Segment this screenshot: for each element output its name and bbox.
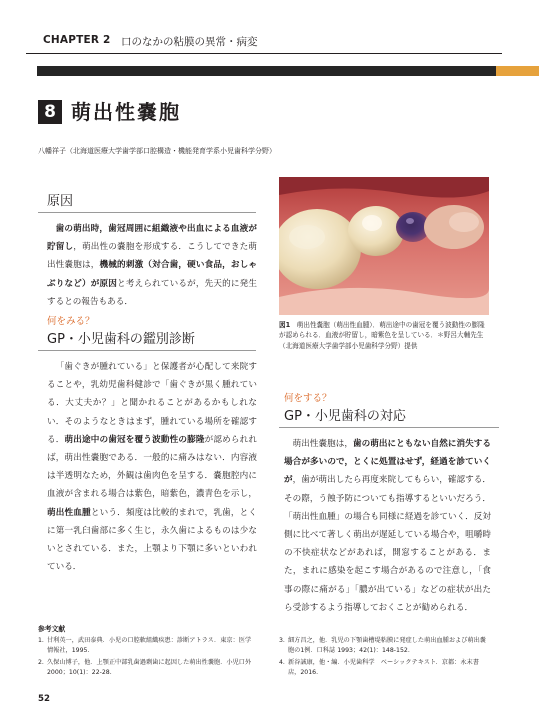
diagnosis-paragraph <box>47 358 257 576</box>
treatment-text-2: 歯の萌出にともない自然に消失する場合が多いので，とくに処置はせず，経過を診ていくが <box>284 439 491 486</box>
section-number: 8 <box>38 100 62 124</box>
cause-heading-rule <box>38 212 256 213</box>
reference-number: 1. <box>38 637 44 644</box>
section-divider-bar <box>37 66 502 76</box>
cause-text-4: と考えられているが，先天的に発生するとの報告もある． <box>47 278 257 307</box>
references-title: 参考文献 <box>38 625 66 633</box>
chapter-title: 口のなかの粘膜の異常・病変 <box>121 36 258 48</box>
cause-paragraph <box>47 220 257 311</box>
reference-text: 細方昌之，他．乳児の下顎歯槽堤粘膜に発症した萌出血腫および萌出嚢胞の1例．口科誌 1993；42(1)：148-152. <box>288 637 486 654</box>
section-title: 萌出性嚢胞 <box>71 100 181 124</box>
treatment-paragraph <box>284 435 491 617</box>
figure-label: 図1 <box>279 321 291 329</box>
reference-item <box>279 658 491 678</box>
chapter-tab <box>496 66 539 76</box>
reference-number: 2. <box>38 659 44 666</box>
diagnosis-heading-rule <box>38 350 256 351</box>
figure-caption <box>279 320 491 351</box>
reference-item <box>38 636 256 656</box>
reference-item <box>38 658 256 678</box>
author-line: 八幡祥子（北海道医療大学歯学部口腔構造・機能発育学系小児歯科学分野） <box>38 147 276 155</box>
cause-text-2: ，萌出性の嚢胞を形成する．こうしてできた萌出性嚢胞は， <box>47 242 257 271</box>
reference-text: 新谷誠康，他・編．小児歯科学 ベーシックテキスト．京都：永末書店，2016. <box>288 659 479 676</box>
cause-heading: 原因 <box>47 194 74 209</box>
chapter-label: CHAPTER 2 <box>43 34 111 46</box>
diagnosis-text-1: 「歯ぐきが腫れている」と保護者が心配して来院することや，乳幼児歯科健診で「歯ぐきが黒く腫れている．大丈夫か？」と聞かれることがあるかもしれない．そのようなときはまず，腫れている場所を確認する． <box>47 362 257 445</box>
reference-item <box>279 636 491 656</box>
reference-number: 3. <box>279 637 285 644</box>
cause-text-3: 機械的刺激（対合歯，硬い食品，おしゃぶりなど）が原因 <box>47 260 257 289</box>
diagnosis-kicker: 何をみる？ <box>47 316 95 327</box>
diagnosis-text-3: が認められれば，萌出性嚢胞である．一般的に痛みはない．内容液は半透明なため，外観は歯肉色を呈する．嚢胞腔内に血液が含まれる場合は紫色，暗紫色，濃青色を示し， <box>47 434 257 500</box>
treatment-text-3: ，歯が萌出したら再度来院してもらい，確認する．その際，う蝕予防についても指導するといいだろう．「萌出性血腫」の場合も同様に経過を診ていく．反対側に比べて著しく萌出が遅延している場合や，咀嚼時の不快症状などがあれば，開窓することがある．また，まれに感染を起こす場合があるので注意し，「食事の際に痛がる」「膿が出ている」などの症状が出たら受診するよう指導しておくことが勧められる． <box>284 475 491 613</box>
figure-caption-text: 萌出性嚢胞（萌出性血腫）．萌出途中の歯冠を覆う波動性の膨隆が認められる．血液が貯留し，暗紫色を呈している．＊野呂大輔先生（北海道医療大学歯学部小児歯科学分野）提供 <box>279 321 485 350</box>
treatment-heading: GP・小児歯科の対応 <box>284 409 406 424</box>
reference-text: 久保山博子，他．上顎正中部乳歯過剰歯に起因した萌出性嚢胞．小児口外 2000；10(1)：22-28. <box>47 659 252 676</box>
diagnosis-heading: GP・小児歯科の鑑別診断 <box>47 332 195 347</box>
eruption-cyst-photo <box>279 177 489 315</box>
reference-number: 4. <box>279 659 285 666</box>
treatment-kicker: 何をする？ <box>284 393 332 404</box>
chapter-header <box>26 24 502 54</box>
diagnosis-text-5: という．頻度は比較的まれで，乳歯，とくに第一乳臼歯部に多く生じ，永久歯によるものは少ないとされている．また，上顎より下顎に多いといわれている． <box>47 507 257 573</box>
diagnosis-text-2: 萌出途中の歯冠を覆う波動性の膨隆 <box>64 434 205 445</box>
treatment-text-1: 萌出性嚢胞は， <box>292 439 353 449</box>
reference-text: 甘利英一，武田泰典．小児の口腔軟組織疾患：診断アトラス．東京：医学情報社，1995. <box>47 637 252 654</box>
diagnosis-text-4: 萌出性血腫 <box>47 507 91 518</box>
cause-text-1: 歯の萌出時，歯冠周囲に組織液や出血による血液が貯留し <box>47 224 257 253</box>
page-number: 52 <box>38 694 50 704</box>
treatment-heading-rule <box>279 427 499 428</box>
